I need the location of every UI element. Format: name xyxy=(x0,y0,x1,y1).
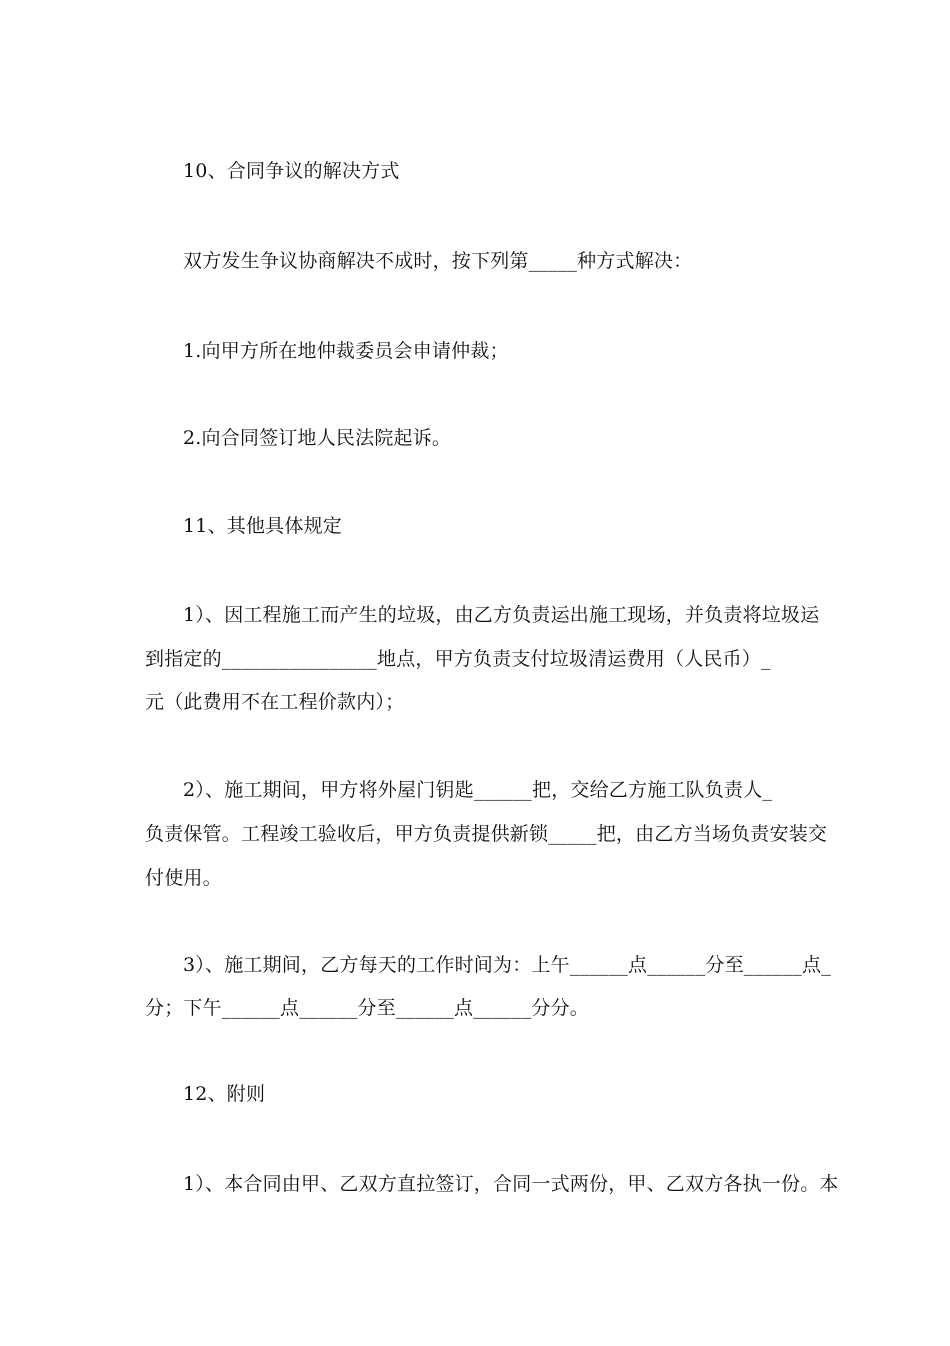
keys-clause-line-1: 2）、施工期间，甲方将外屋门钥匙______把，交给乙方施工队负责人_ xyxy=(183,779,773,801)
section-11-heading: 11、其他具体规定 xyxy=(183,515,342,537)
garbage-clause-line-3: 元（此费用不在工程价款内）； xyxy=(145,691,405,713)
appendix-clause-line-1: 1）、本合同由甲、乙双方直拉签订，合同一式两份，甲、乙双方各执一份。本 xyxy=(183,1173,839,1195)
work-hours-line-1: 3）、施工期间，乙方每天的工作时间为：上午______点______分至______点_ xyxy=(183,954,831,976)
court-option: 2.向合同签订地人民法院起诉。 xyxy=(183,427,452,449)
garbage-clause-line-1: 1）、因工程施工而产生的垃圾，由乙方负责运出施工现场，并负责将垃圾运 xyxy=(183,604,820,626)
dispute-resolution-text: 双方发生争议协商解决不成时，按下列第_____种方式解决： xyxy=(183,250,693,272)
keys-clause-line-3: 付使用。 xyxy=(145,867,222,889)
work-hours-line-2: 分；下午______点______分至______点______分分。 xyxy=(145,997,590,1019)
section-12-heading: 12、附则 xyxy=(183,1083,266,1105)
arbitration-option: 1.向甲方所在地仲裁委员会申请仲裁； xyxy=(183,340,509,362)
garbage-clause-line-2: 到指定的________________地点，甲方负责支付垃圾清运费用（人民币）_ xyxy=(145,648,771,670)
section-10-heading: 10、合同争议的解决方式 xyxy=(183,160,400,182)
keys-clause-line-2: 负责保管。工程竣工验收后，甲方负责提供新锁_____把，由乙方当场负责安装交 xyxy=(145,823,828,845)
